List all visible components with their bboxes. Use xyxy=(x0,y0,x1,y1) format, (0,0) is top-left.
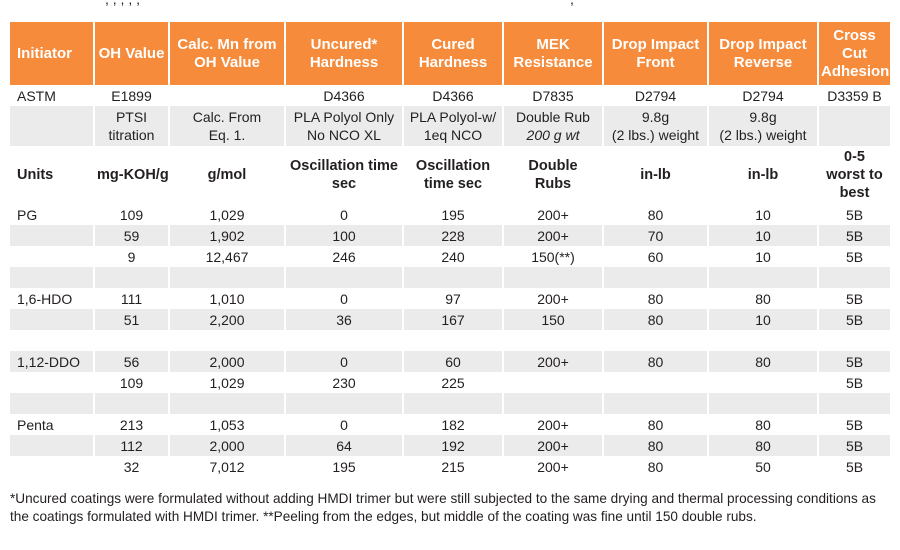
table-cell: 0 xyxy=(286,204,404,225)
table-cell: D3359 B xyxy=(827,87,882,104)
table-cell xyxy=(604,330,709,351)
initiator-cell xyxy=(10,309,95,330)
table-cell: 167 xyxy=(404,309,504,330)
table-cell: 213 xyxy=(95,414,170,435)
table-cell: 5B xyxy=(819,225,890,246)
table-row xyxy=(10,435,890,456)
initiator-cell xyxy=(10,393,95,414)
table-cell: 1,902 xyxy=(170,225,286,246)
table-cell: D2794 xyxy=(604,85,709,106)
table-cell xyxy=(404,267,504,288)
table-cell: 240 xyxy=(404,246,504,267)
initiator-cell xyxy=(10,435,95,456)
col-header-initiator: Initiator xyxy=(10,22,95,85)
table-cell: 0 xyxy=(286,351,404,372)
table-cell: Double Rub 200 g wt xyxy=(504,106,604,146)
table-cell: 200+ xyxy=(504,351,604,372)
table-cell: 9.8g (2 lbs.) weight xyxy=(709,106,819,146)
col-header-drop-impact-front: Drop Impact Front xyxy=(604,22,709,85)
header-row xyxy=(10,22,890,85)
table-row xyxy=(10,414,890,435)
table-cell: Units xyxy=(10,146,95,204)
table-cell: ASTM xyxy=(10,85,95,106)
table-cell xyxy=(95,393,170,414)
table-cell: D2794 xyxy=(709,85,819,106)
table-row xyxy=(10,372,890,393)
results-table xyxy=(10,22,890,477)
table-cell: 150 xyxy=(504,309,604,330)
table-cell xyxy=(170,267,286,288)
table-cell: 5B xyxy=(819,435,890,456)
table-cell: 80 xyxy=(709,414,819,435)
table-cell xyxy=(286,267,404,288)
table-cell: 230 xyxy=(286,372,404,393)
table-cell: 10 xyxy=(709,204,819,225)
table-cell: 215 xyxy=(404,456,504,477)
table-row xyxy=(10,456,890,477)
table-cell: 200+ xyxy=(504,414,604,435)
table-cell: 80 xyxy=(709,288,819,309)
table-cell: 60 xyxy=(604,246,709,267)
table-cell: 0 xyxy=(286,414,404,435)
table-cell: 9 xyxy=(95,246,170,267)
initiator-cell: Penta xyxy=(10,414,95,435)
table-cell: 200+ xyxy=(504,435,604,456)
units-row xyxy=(10,146,890,204)
table-cell: 80 xyxy=(604,435,709,456)
table-cell: 109 xyxy=(95,372,170,393)
table-cell xyxy=(10,106,95,146)
table-cell: 80 xyxy=(604,351,709,372)
cropped-previous-text xyxy=(0,0,900,18)
table-cell: in-lb xyxy=(709,146,819,204)
table-cell xyxy=(404,393,504,414)
table-cell: 0-5 worst to best xyxy=(819,146,890,204)
table-row xyxy=(10,288,890,309)
table-cell: 80 xyxy=(604,309,709,330)
col-header-uncured-hardness: Uncured* Hardness xyxy=(286,22,404,85)
table-cell: 2,000 xyxy=(170,351,286,372)
table-cell: 200+ xyxy=(504,225,604,246)
table-cell: 10 xyxy=(709,309,819,330)
table-cell: D4366 xyxy=(286,85,404,106)
initiator-cell: 1,12-DDO xyxy=(10,351,95,372)
table-cell: 1,010 xyxy=(170,288,286,309)
table-cell xyxy=(504,372,604,393)
table-cell: 200+ xyxy=(504,456,604,477)
table-cell: mg-KOH/g xyxy=(95,146,170,204)
table-cell: 5B xyxy=(819,351,890,372)
table-cell: 112 xyxy=(95,435,170,456)
table-cell: D7835 xyxy=(504,85,604,106)
table-cell: 51 xyxy=(95,309,170,330)
table-cell xyxy=(709,267,819,288)
table-cell: g/mol xyxy=(170,146,286,204)
table-cell: 5B xyxy=(845,458,864,475)
table-cell: 195 xyxy=(286,456,404,477)
table-cell: 1,029 xyxy=(170,204,286,225)
initiator-cell xyxy=(10,330,95,351)
initiator-cell xyxy=(10,225,95,246)
table-cell xyxy=(95,330,170,351)
table-cell: PLA Polyol-w/ 1eq NCO xyxy=(404,106,504,146)
table-cell xyxy=(95,267,170,288)
table-row xyxy=(10,393,890,414)
table-cell: 64 xyxy=(286,435,404,456)
table-cell: 10 xyxy=(709,246,819,267)
table-cell: 9.8g (2 lbs.) weight xyxy=(604,106,709,146)
table-cell: 2,000 xyxy=(170,435,286,456)
table-cell: 80 xyxy=(604,204,709,225)
table-cell: 5B xyxy=(845,416,864,433)
table-cell xyxy=(604,393,709,414)
col-header-cured-hardness: Cured Hardness xyxy=(404,22,504,85)
table-cell xyxy=(604,267,709,288)
table-cell: 228 xyxy=(404,225,504,246)
table-row xyxy=(10,204,890,225)
table-cell: 0 xyxy=(286,288,404,309)
table-cell: Oscillation time sec xyxy=(286,146,404,204)
table-cell xyxy=(170,393,286,414)
table-cell xyxy=(709,393,819,414)
table-cell: 80 xyxy=(604,414,709,435)
table-cell: 246 xyxy=(286,246,404,267)
table-cell: 192 xyxy=(404,435,504,456)
initiator-cell: 1,6-HDO xyxy=(10,288,95,309)
table-cell: 150(**) xyxy=(504,246,604,267)
table-row xyxy=(10,267,890,288)
table-cell: PTSI titration xyxy=(95,106,170,146)
table-cell: 10 xyxy=(709,225,819,246)
table-cell: 97 xyxy=(404,288,504,309)
table-cell: PLA Polyol Only No NCO XL xyxy=(286,106,404,146)
table-cell: 80 xyxy=(604,456,709,477)
col-header-mek-resistance: MEK Resistance xyxy=(504,22,604,85)
table-cell: 59 xyxy=(95,225,170,246)
table-cell: 182 xyxy=(404,414,504,435)
table-cell xyxy=(709,330,819,351)
table-cell: in-lb xyxy=(604,146,709,204)
table-cell: 70 xyxy=(604,225,709,246)
table-cell: 32 xyxy=(95,456,170,477)
table-cell: 60 xyxy=(404,351,504,372)
table-cell: 36 xyxy=(286,309,404,330)
table-cell xyxy=(404,330,504,351)
initiator-cell xyxy=(10,267,95,288)
table-cell: 50 xyxy=(709,456,819,477)
table-cell: 111 xyxy=(95,288,170,309)
table-cell xyxy=(819,393,890,414)
table-cell xyxy=(286,393,404,414)
table-cell xyxy=(604,372,709,393)
table-cell xyxy=(504,267,604,288)
initiator-cell xyxy=(10,246,95,267)
table-cell: 12,467 xyxy=(170,246,286,267)
table-cell xyxy=(819,106,890,146)
table-cell: 7,012 xyxy=(170,456,286,477)
table-cell xyxy=(286,330,404,351)
table-cell: 2,200 xyxy=(170,309,286,330)
table-row xyxy=(10,330,890,351)
table-cell: 5B xyxy=(845,374,864,391)
table-cell: 5B xyxy=(845,290,864,307)
col-header-calc-mn: Calc. Mn from OH Value xyxy=(170,22,286,85)
table-row xyxy=(10,309,890,330)
table-cell xyxy=(170,330,286,351)
footnote: *Uncured coatings were formulated without adding HMDI trimer but were still subjected to the same drying and thermal processing conditions as the coatings formulated with HMDI trimer. **Peeling from the edges, but middle of the coating was fine until 150 double rubs. xyxy=(10,491,876,524)
table-cell: 100 xyxy=(286,225,404,246)
table-cell: 195 xyxy=(404,204,504,225)
table-cell xyxy=(709,372,819,393)
table-cell: 5B xyxy=(845,248,864,265)
table-row xyxy=(10,246,890,267)
initiator-cell: PG xyxy=(10,204,95,225)
table-cell: 109 xyxy=(95,204,170,225)
table-cell: 80 xyxy=(709,435,819,456)
table-cell: 200+ xyxy=(504,288,604,309)
table-cell xyxy=(819,330,890,351)
table-cell: 225 xyxy=(404,372,504,393)
col-header-oh-value: OH Value xyxy=(95,22,170,85)
table-cell: Calc. From Eq. 1. xyxy=(170,106,286,146)
table-cell: 5B xyxy=(819,309,890,330)
astm-row xyxy=(10,85,890,106)
table-cell: Oscillation time sec xyxy=(404,146,504,204)
table-cell xyxy=(819,267,890,288)
table-cell: 200+ xyxy=(504,204,604,225)
table-cell: 80 xyxy=(709,351,819,372)
initiator-cell xyxy=(10,372,95,393)
initiator-cell xyxy=(10,456,95,477)
col-header-cross-cut-adhesion: Cross Cut Adhesion xyxy=(819,22,890,85)
table-row xyxy=(10,351,890,372)
table-cell: D4366 xyxy=(404,85,504,106)
table-cell: E1899 xyxy=(95,85,170,106)
table-cell: Double Rubs xyxy=(504,146,604,204)
col-header-drop-impact-reverse: Drop Impact Reverse xyxy=(709,22,819,85)
table-cell: 56 xyxy=(95,351,170,372)
table-cell: 80 xyxy=(604,288,709,309)
table-cell xyxy=(504,330,604,351)
table-cell: 1,053 xyxy=(170,414,286,435)
table-cell xyxy=(170,85,286,106)
table-cell: 5B xyxy=(845,206,864,223)
table-row xyxy=(10,225,890,246)
method-row xyxy=(10,106,890,146)
table-cell: 1,029 xyxy=(170,372,286,393)
data-rows xyxy=(10,204,890,477)
table-cell xyxy=(504,393,604,414)
